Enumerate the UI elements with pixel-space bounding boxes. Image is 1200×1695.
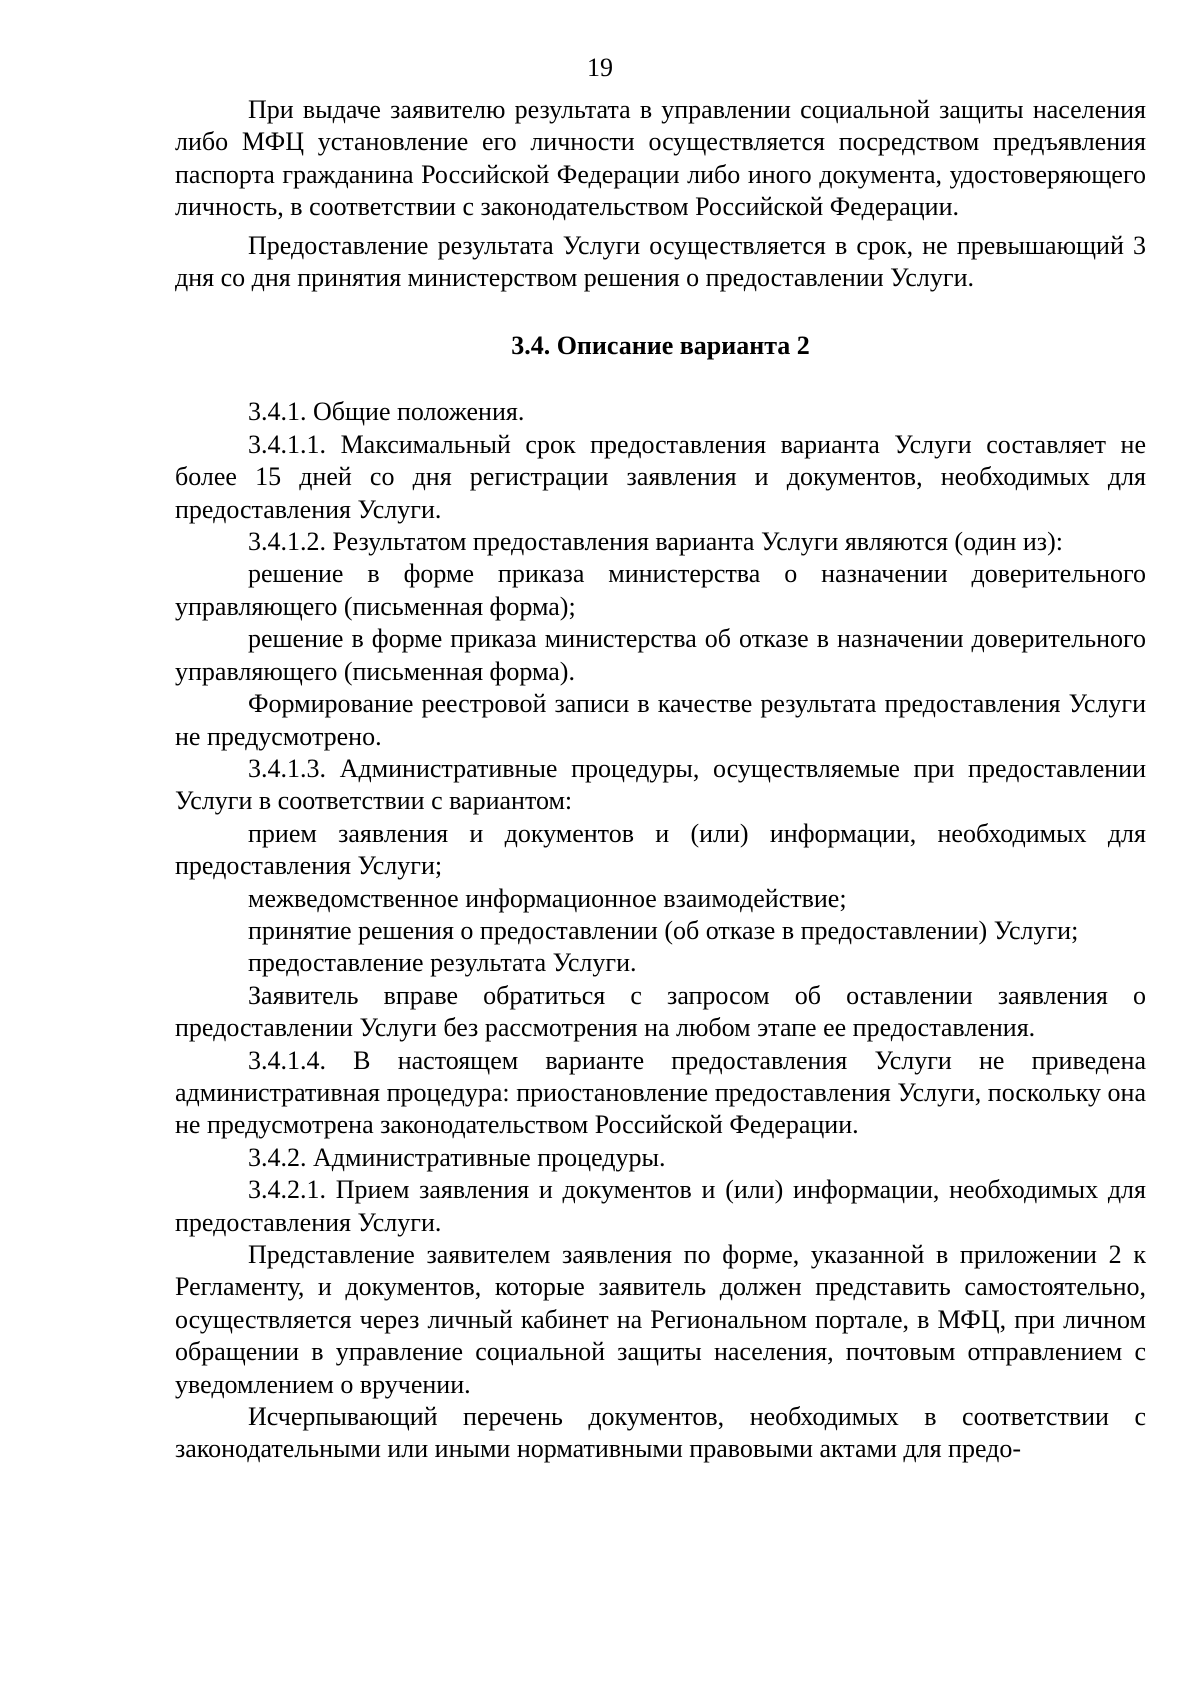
paragraph: Представление заявителем заявления по форме, указанной в приложении 2 к Регламенту, и документов, которые заявитель должен представить самостоятельно, осуществляется через личный кабинет на Региональном портале, в МФЦ, при личном обращении в управление социальной защиты населения, почтовым отправлением с уведомлением о вручении. xyxy=(175,1240,1146,1399)
paragraph: При выдаче заявителю результата в управлении социальной защиты населения либо МФЦ установление его личности осуществляется посредством предъявления паспорта гражданина Российской Федерации либо иного документа, удостоверяющего личность, в соответствии с законодательством Российской Федерации. xyxy=(175,95,1146,222)
paragraph: 3.4.1. Общие положения. xyxy=(248,397,525,427)
paragraph: решение в форме приказа министерства о назначении доверительного управляющего (письменная форма); xyxy=(175,559,1146,621)
paragraph: решение в форме приказа министерства об отказе в назначении доверительного управляющего (письменная форма). xyxy=(175,624,1146,686)
paragraph: Исчерпывающий перечень документов, необходимых в соответствии с законодательными или иными нормативными правовыми актами для предо- xyxy=(175,1402,1146,1464)
paragraph: 3.4.1.1. Максимальный срок предоставления варианта Услуги составляет не более 15 дней со дня регистрации заявления и документов, необходимых для предоставления Услуги. xyxy=(175,429,1146,524)
paragraph: межведомственное информационное взаимодействие; xyxy=(248,883,847,913)
paragraph: прием заявления и документов и (или) информации, необходимых для предоставления Услуги; xyxy=(175,818,1146,881)
page-number: 19 xyxy=(587,53,613,82)
paragraph: Заявитель вправе обратиться с запросом об оставлении заявления о предоставлении Услуги без рассмотрения на любом этапе ее предоставления. xyxy=(175,980,1146,1043)
paragraph: 3.4.2.1. Прием заявления и документов и (или) информации, необходимых для предоставления Услуги. xyxy=(175,1175,1146,1237)
paragraph: Предоставление результата Услуги осуществляется в срок, не превышающий 3 дня со дня принятия министерством решения о предоставлении Услуги. xyxy=(175,230,1146,293)
paragraph: 3.4.1.3. Административные процедуры, осуществляемые при предоставлении Услуги в соответствии с вариантом: xyxy=(175,753,1146,816)
paragraph: 3.4.1.2. Результатом предоставления варианта Услуги являются (один из): xyxy=(248,527,1063,557)
paragraph: принятие решения о предоставлении (об отказе в предоставлении) Услуги; xyxy=(248,915,1079,945)
section-heading: 3.4. Описание варианта 2 xyxy=(511,331,810,361)
paragraph: Формирование реестровой записи в качестве результата предоставления Услуги не предусмотрено. xyxy=(175,689,1146,751)
paragraph: 3.4.2. Административные процедуры. xyxy=(248,1142,666,1172)
document-body xyxy=(175,94,1146,1466)
paragraph: 3.4.1.4. В настоящем варианте предоставления Услуги не приведена административная процедура: приостановление предоставления Услуги, поскольку она не предусмотрена законодательством Российской Федерации. xyxy=(175,1045,1146,1140)
paragraph: предоставление результата Услуги. xyxy=(248,948,637,978)
